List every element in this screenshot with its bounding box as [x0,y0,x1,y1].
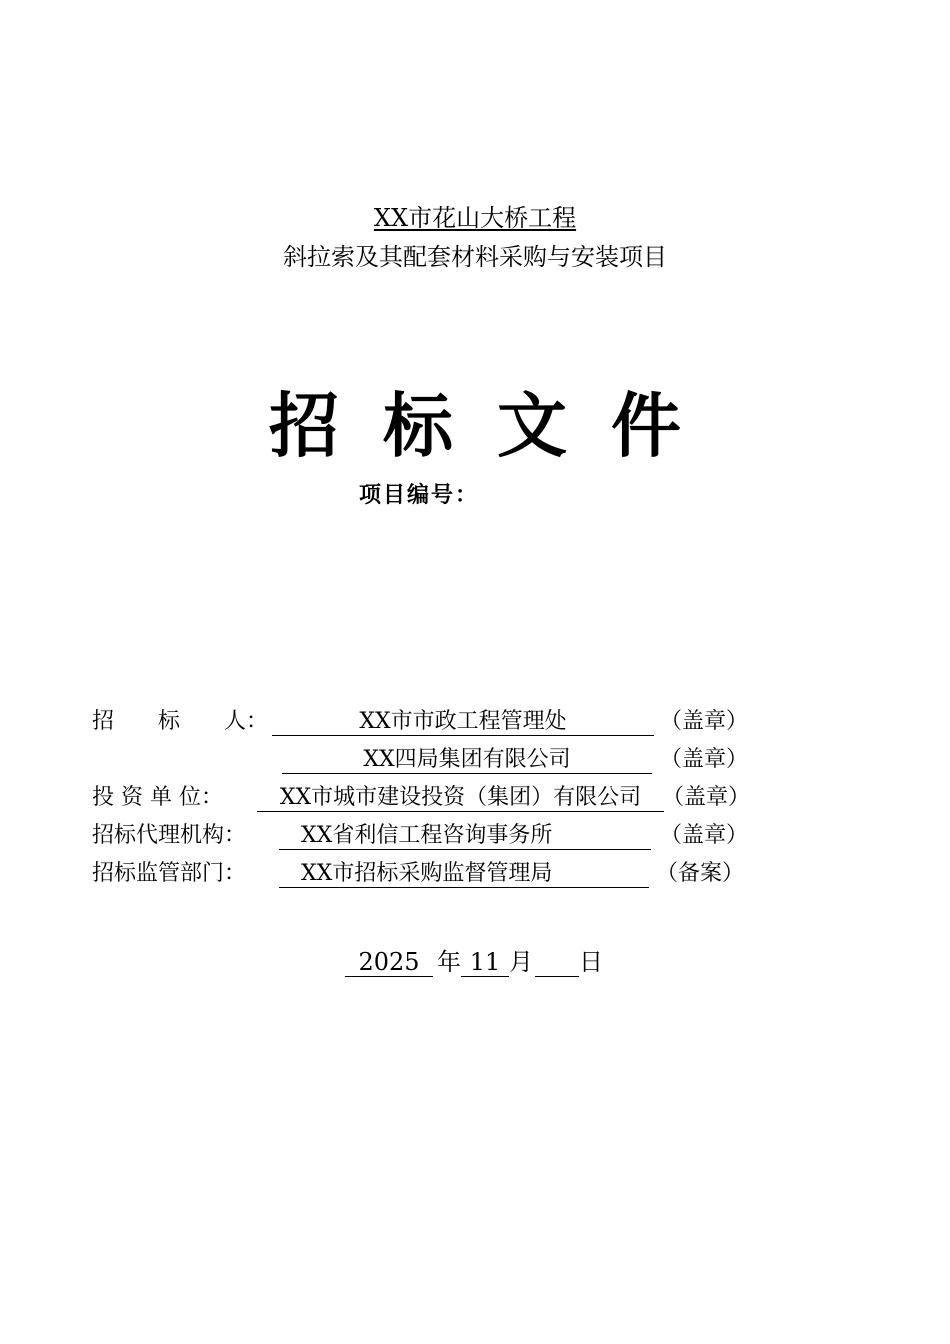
project-name-line2: 斜拉索及其配套材料采购与安装项目 [283,243,667,271]
supervisor-label: 招标监管部门： [92,861,247,886]
document-title: 招标文件 [269,384,725,467]
investor-value: XX市城市建设投资（集团）有限公司 [257,782,664,812]
co-tenderer-value: XX四局集团有限公司 [282,744,652,774]
agency-value: XX省利信工程咨询事务所 [279,820,651,850]
investor-seal-note: （盖章） [662,785,751,810]
date-year-unit: 年 [437,948,461,976]
supervisor-filing-note: （备案） [656,861,745,886]
date-month: 11 [461,945,509,977]
tenderer-seal-note: （盖章） [660,709,749,734]
supervisor-value: XX市招标采购监督管理局 [279,858,649,888]
date-day-unit: 日 [579,948,603,976]
date-year: 2025 [345,945,433,977]
project-number-label: 项目编号： [359,482,480,508]
tenderer-value: XX市市政工程管理处 [272,706,654,736]
date-month-unit: 月 [509,948,533,976]
date-day [535,945,579,977]
co-tenderer-seal-note: （盖章） [660,747,749,772]
agency-seal-note: （盖章） [660,823,749,848]
tenderer-label: 招 标 人： [92,709,269,734]
agency-label: 招标代理机构： [92,823,247,848]
investor-label: 投 资 单 位： [92,785,223,810]
project-name-line1: XX市花山大桥工程 [373,204,577,232]
